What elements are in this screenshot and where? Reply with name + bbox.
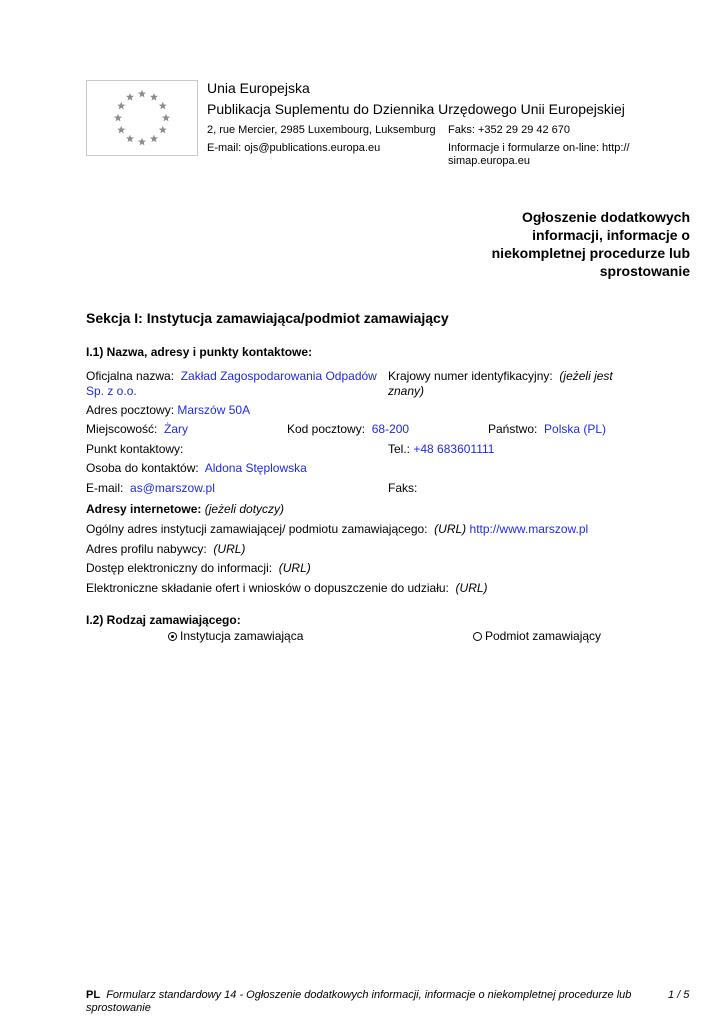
country-label: Państwo: xyxy=(488,422,538,436)
electronic-submission-label: Elektroniczne składanie ofert i wniosków o dopuszczenie do udziału: xyxy=(86,581,449,595)
tel-label: Tel.: xyxy=(388,442,411,456)
buyer-profile xyxy=(86,542,245,557)
radio-selected-icon[interactable] xyxy=(168,632,177,641)
official-name-label: Oficjalna nazwa: xyxy=(86,369,175,383)
option-contracting-authority[interactable] xyxy=(168,629,303,644)
subsection-1-title: I.1) Nazwa, adresy i punkty kontaktowe: xyxy=(86,345,313,359)
notice-title xyxy=(460,208,690,280)
option-contracting-entity[interactable] xyxy=(473,629,601,644)
internet-label: Adresy internetowe: xyxy=(86,502,202,516)
internet-addresses xyxy=(86,502,284,517)
contact-person-value: Aldona Stęplowska xyxy=(204,461,307,475)
electronic-access-label: Dostęp elektroniczny do informacji: xyxy=(86,561,273,575)
footer-lang: PL xyxy=(86,989,101,1001)
header-info-line1: Informacje i formularze on-line: http:// xyxy=(448,142,630,154)
contact-point-label: Punkt kontaktowy: xyxy=(86,442,184,456)
official-name xyxy=(86,369,386,399)
star-icon xyxy=(150,93,158,101)
fax-label: Faks: xyxy=(388,481,418,495)
option1-label: Instytucja zamawiająca xyxy=(180,629,304,643)
postcode-label: Kod pocztowy: xyxy=(287,422,366,436)
official-name-value-cont: Sp. z o.o. xyxy=(86,384,137,398)
footer xyxy=(86,989,646,1015)
page-number: 1 / 5 xyxy=(668,989,690,1001)
eu-logo xyxy=(86,80,198,156)
postcode-value: 68-200 xyxy=(371,422,410,436)
subsection-2-title: I.2) Rodzaj zamawiającego: xyxy=(86,613,241,627)
electronic-access xyxy=(86,561,311,576)
star-icon xyxy=(114,114,122,122)
contact-person-label: Osoba do kontaktów: xyxy=(86,461,199,475)
star-icon xyxy=(126,93,134,101)
title-line: niekompletnej procedurze lub xyxy=(491,245,690,261)
url-tag: (URL) xyxy=(455,581,488,595)
star-icon xyxy=(138,90,146,98)
postal-label: Adres pocztowy: xyxy=(86,403,175,417)
header-email: E-mail: ojs@publications.europa.eu xyxy=(207,142,381,154)
header-info xyxy=(448,142,630,168)
official-name-value: Zakład Zagospodarowania Odpadów xyxy=(180,369,377,383)
general-url-value[interactable]: http://www.marszow.pl xyxy=(469,522,589,536)
email xyxy=(86,481,215,496)
buyer-profile-label: Adres profilu nabywcy: xyxy=(86,542,207,556)
star-icon xyxy=(150,135,158,143)
url-tag: (URL) xyxy=(434,522,467,536)
tel xyxy=(388,442,494,457)
city xyxy=(86,422,188,437)
star-icon xyxy=(159,102,167,110)
general-url-label: Ogólny adres instytucji zamawiającej/ podmiotu zamawiającego: xyxy=(86,522,428,536)
email-value[interactable]: as@marszow.pl xyxy=(130,481,215,495)
title-line: Ogłoszenie dodatkowych xyxy=(521,209,690,225)
country-value: Polska (PL) xyxy=(544,422,607,436)
postal-address xyxy=(86,403,250,418)
header-fax: Faks: +352 29 29 42 670 xyxy=(448,124,571,136)
header-address: 2, rue Mercier, 2985 Luxembourg, Luksemburg xyxy=(207,124,436,136)
footer-text-cont: sprostowanie xyxy=(86,1002,151,1014)
star-icon xyxy=(162,114,170,122)
star-icon xyxy=(117,102,125,110)
contact-person xyxy=(86,461,307,476)
star-icon xyxy=(159,126,167,134)
radio-unselected-icon[interactable] xyxy=(473,632,482,641)
title-line: sprostowanie xyxy=(599,263,690,279)
electronic-submission xyxy=(86,581,488,596)
url-tag: (URL) xyxy=(213,542,246,556)
tel-value: +48 683601111 xyxy=(413,442,495,456)
option2-label: Podmiot zamawiający xyxy=(485,629,602,643)
city-label: Miejscowość: xyxy=(86,422,158,436)
city-value: Żary xyxy=(164,422,189,436)
header-publication: Publikacja Suplementu do Dziennika Urzędowego Unii Europejskiej xyxy=(207,101,625,117)
national-id xyxy=(388,369,638,399)
internet-note: (jeżeli dotyczy) xyxy=(204,502,285,516)
title-line: informacji, informacje o xyxy=(532,227,690,243)
postcode xyxy=(287,422,409,437)
star-icon xyxy=(117,126,125,134)
header-info-line2: simap.europa.eu xyxy=(448,155,530,167)
national-id-note-cont: znany) xyxy=(388,384,425,398)
header-org: Unia Europejska xyxy=(207,80,310,96)
national-id-label: Krajowy numer identyfikacyjny: xyxy=(388,369,553,383)
star-icon xyxy=(138,138,146,146)
star-icon xyxy=(126,135,134,143)
footer-text: Formularz standardowy 14 - Ogłoszenie dodatkowych informacji, informacje o niekompletnej procedurze lub xyxy=(106,989,632,1001)
email-label: E-mail: xyxy=(86,481,124,495)
postal-value: Marszów 50A xyxy=(177,403,251,417)
national-id-note: (jeżeli jest xyxy=(559,369,613,383)
url-tag: (URL) xyxy=(278,561,311,575)
general-url xyxy=(86,522,588,537)
country xyxy=(488,422,606,437)
eu-flag-stars-icon xyxy=(87,81,197,155)
section-title: Sekcja I: Instytucja zamawiająca/podmiot zamawiający xyxy=(86,310,449,326)
